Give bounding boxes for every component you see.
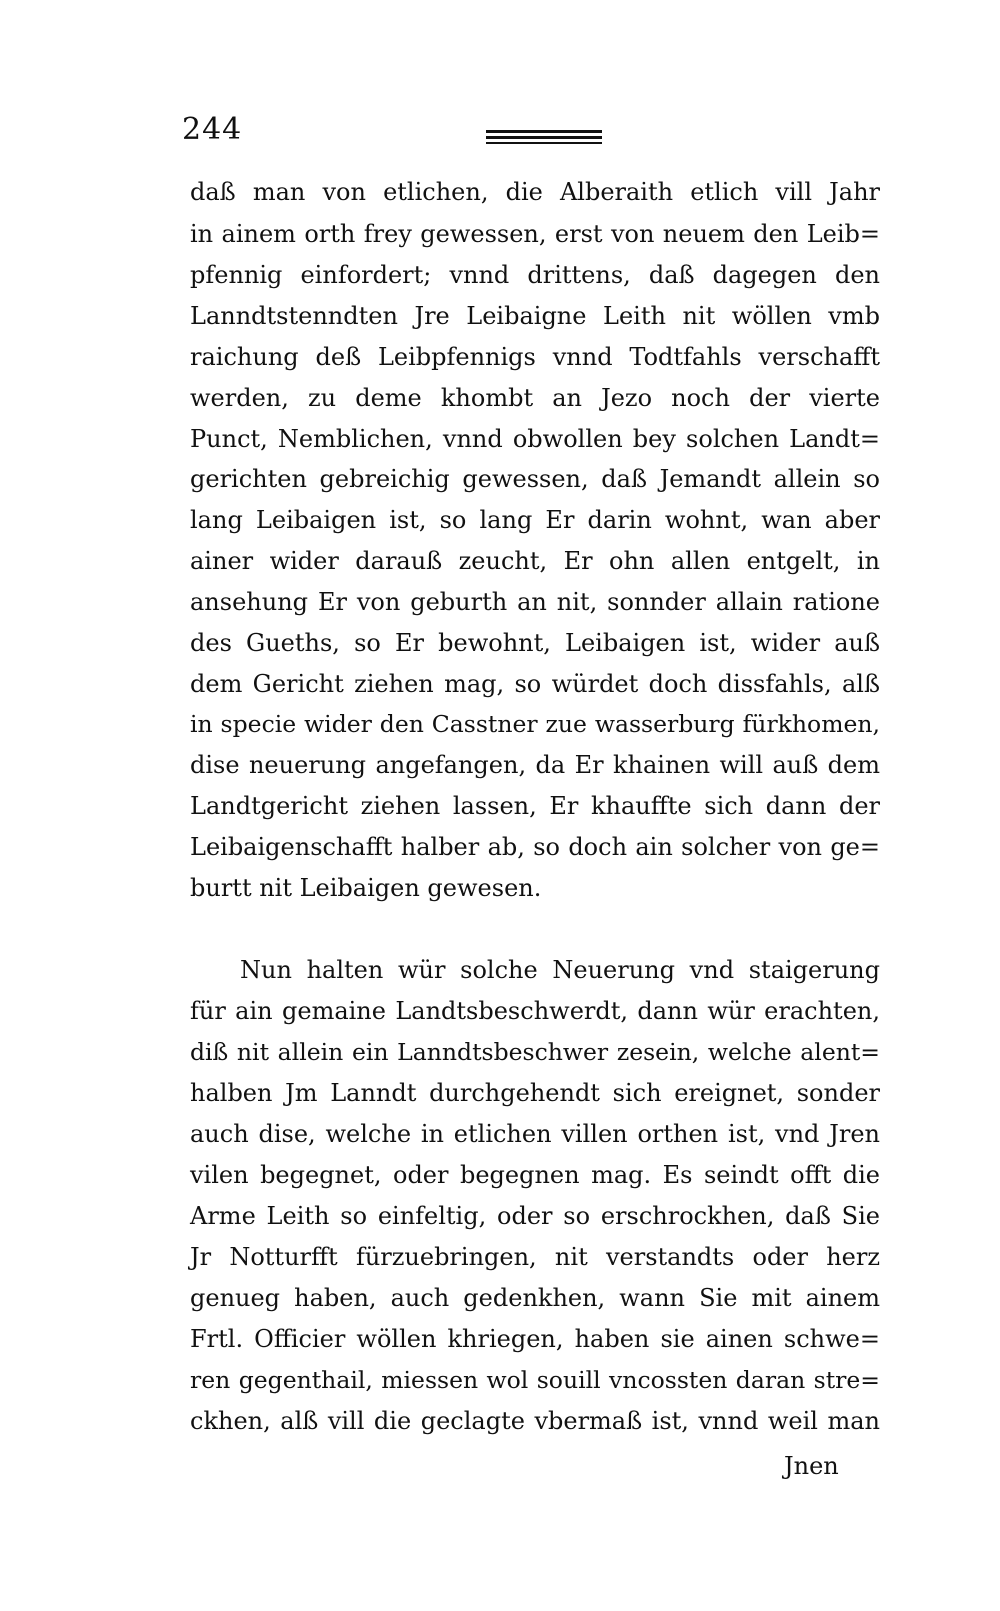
text-line: Landtgericht ziehen lassen, Er khauffte sich dann der <box>190 792 880 820</box>
text-line: Lanndtstenndten Jre Leibaigne Leith nit wöllen vmb <box>190 302 880 330</box>
text-line: pfennig einfordert; vnnd drittens, daß dagegen den <box>190 261 880 289</box>
text-line: dem Gericht ziehen mag, so würdet doch dissfahls, alß <box>190 670 880 698</box>
text-line: in ainem orth frey gewessen, erst von neuem den Leib= <box>190 220 880 248</box>
text-line: Jr Notturfft fürzuebringen, nit verstandts oder herz <box>190 1243 880 1271</box>
text-line: Frtl. Officier wöllen khriegen, haben sie ainen schwe= <box>190 1325 880 1353</box>
text-line: diß nit allein ein Lanndtsbeschwer zesein, welche alent= <box>190 1038 880 1066</box>
text-line: Arme Leith so einfeltig, oder so erschrockhen, daß Sie <box>190 1202 880 1230</box>
page-number: 244 <box>182 112 243 147</box>
text-line: des Gueths, so Er bewohnt, Leibaigen ist, wider auß <box>190 629 880 657</box>
text-line: genueg haben, auch gedenkhen, wann Sie mit ainem <box>190 1284 880 1312</box>
rule-bar <box>486 142 602 144</box>
text-line: lang Leibaigen ist, so lang Er darin wohnt, wan aber <box>190 506 880 534</box>
text-line: für ain gemaine Landtsbeschwerdt, dann wür erachten, <box>190 997 880 1025</box>
text-line: in specie wider den Casstner zue wasserburg fürkhomen, <box>190 710 880 738</box>
text-line: ren gegenthail, miessen wol souill vncossten daran stre= <box>190 1366 880 1394</box>
text-line: daß man von etlichen, die Alberaith etlich vill Jahr <box>190 178 880 206</box>
text-line: Nun halten wür solche Neuerung vnd staigerung <box>240 956 880 984</box>
text-line: werden, zu deme khombt an Jezo noch der vierte <box>190 384 880 412</box>
text-line: raichung deß Leibpfennigs vnnd Todtfahls verschafft <box>190 343 880 371</box>
text-line: dise neuerung angefangen, da Er khainen will auß dem <box>190 751 880 779</box>
rule-bar <box>486 136 602 139</box>
text-line: Leibaigenschafft halber ab, so doch ain solcher von ge= <box>190 833 880 861</box>
header-rule-ornament <box>486 130 602 146</box>
rule-bar <box>486 130 602 133</box>
catchword: Jnen <box>784 1452 839 1480</box>
text-line: ansehung Er von geburth an nit, sonnder allain ratione <box>190 588 880 616</box>
text-line: gerichten gebreichig gewessen, daß Jemandt allein so <box>190 465 880 493</box>
text-line: burtt nit Leibaigen gewesen. <box>190 874 542 902</box>
text-line: auch dise, welche in etlichen villen orthen ist, vnd Jren <box>190 1120 880 1148</box>
text-line: halben Jm Lanndt durchgehendt sich ereignet, sonder <box>190 1079 880 1107</box>
text-line: ainer wider darauß zeucht, Er ohn allen entgelt, in <box>190 547 880 575</box>
text-line: Punct, Nemblichen, vnnd obwollen bey solchen Landt= <box>190 425 880 453</box>
text-line: vilen begegnet, oder begegnen mag. Es seindt offt die <box>190 1161 880 1189</box>
text-line: ckhen, alß vill die geclagte vbermaß ist, vnnd weil man <box>190 1407 880 1435</box>
